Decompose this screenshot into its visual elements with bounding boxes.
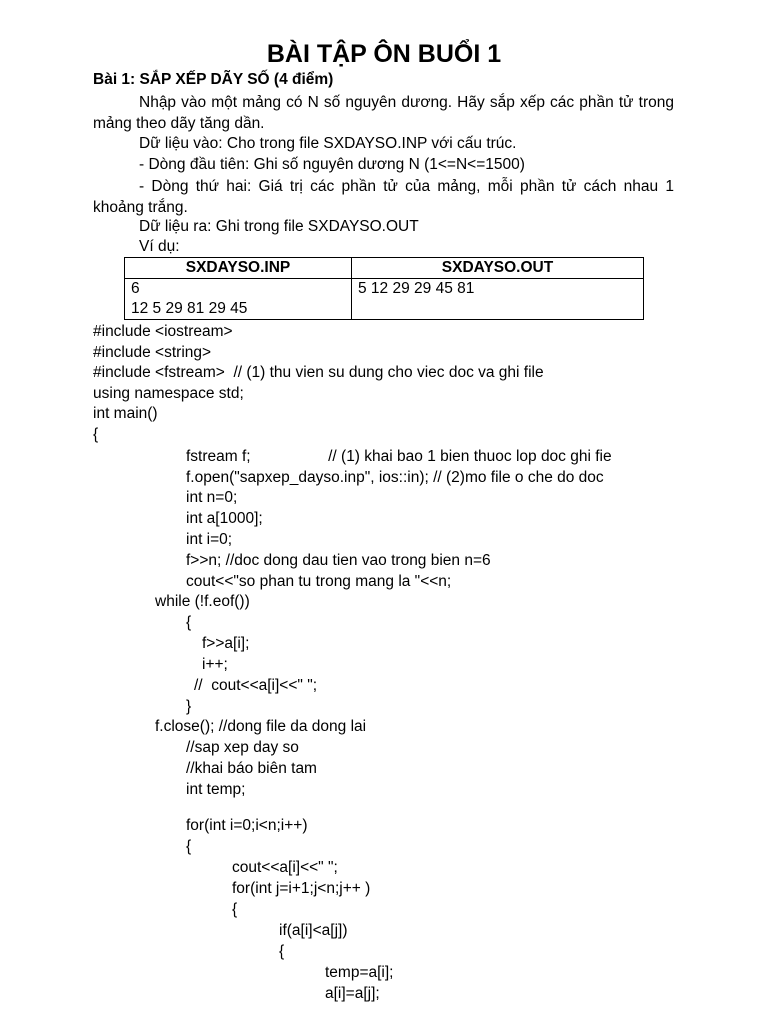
code-line: for(int j=i+1;j<n;j++ ): [232, 880, 371, 897]
code-line: while (!f.eof()): [155, 593, 250, 610]
code-line: {: [279, 943, 285, 960]
code-line: {: [186, 838, 192, 855]
input-line: 6: [131, 280, 140, 297]
code-line: temp=a[i];: [325, 964, 394, 981]
code-line: for(int i=0;i<n;i++): [186, 817, 308, 834]
code-line: i++;: [202, 656, 228, 673]
code-line: fstream f; // (1) khai bao 1 bien thuoc lop doc ghi fie: [186, 448, 612, 465]
code-line: }: [186, 698, 192, 715]
code-line: {: [93, 426, 99, 443]
example-table: [124, 257, 644, 320]
code-line: a[i]=a[j];: [325, 985, 380, 1002]
exercise-description: Nhập vào một mảng có N số nguyên dương. Hãy sắp xếp các phần tử trong mảng theo dãy tăng dần.: [93, 94, 674, 132]
code-line: using namespace std;: [93, 385, 244, 402]
code-line: cout<<a[i]<<" ";: [232, 859, 338, 876]
code-line: int n=0;: [186, 489, 238, 506]
code-line: //khai báo biên tam: [186, 760, 317, 777]
input-line: 12 5 29 81 29 45: [131, 300, 248, 317]
code-line: #include <string>: [93, 344, 212, 361]
code-line: // cout<<a[i]<<" ";: [194, 677, 318, 694]
table-header-out: SXDAYSO.OUT: [352, 258, 644, 279]
example-table-row: [125, 279, 644, 320]
example-table-header-row: [125, 258, 644, 279]
code-line: int i=0;: [186, 531, 233, 548]
page-title: BÀI TẬP ÔN BUỔI 1: [266, 40, 502, 68]
code-line: int a[1000];: [186, 510, 263, 527]
output-intro: Dữ liệu ra: Ghi trong file SXDAYSO.OUT: [139, 218, 419, 235]
input-intro: Dữ liệu vào: Cho trong file SXDAYSO.INP với cấu trúc.: [139, 135, 517, 152]
code-line: {: [232, 901, 238, 918]
code-line: #include <iostream>: [93, 323, 233, 340]
table-cell-input: [125, 279, 352, 320]
code-line: int temp;: [186, 781, 246, 798]
input-line-1: - Dòng đầu tiên: Ghi số nguyên dương N (1<=N<=1500): [139, 156, 525, 173]
code-line: f.close(); //dong file da dong lai: [155, 718, 367, 735]
code-line: {: [186, 614, 192, 631]
code-line: f>>a[i];: [202, 635, 250, 652]
table-header-inp: SXDAYSO.INP: [125, 258, 352, 279]
code-line: cout<<"so phan tu trong mang la "<<n;: [186, 573, 452, 590]
code-line: if(a[i]<a[j]): [279, 922, 348, 939]
exercise-heading: Bài 1: SẮP XẾP DÃY SỐ (4 điểm): [93, 71, 334, 88]
code-line: int main(): [93, 405, 158, 422]
input-line-2: - Dòng thứ hai: Giá trị các phần tử của mảng, mỗi phần tử cách nhau 1 khoảng trắng.: [93, 178, 674, 216]
code-line: //sap xep day so: [186, 739, 299, 756]
output-line: 5 12 29 29 45 81: [358, 280, 475, 297]
code-line: f.open("sapxep_dayso.inp", ios::in); // (2)mo file o che do doc: [186, 469, 604, 486]
table-cell-output: [352, 279, 644, 320]
example-label: Ví dụ:: [139, 238, 180, 255]
code-line: f>>n; //doc dong dau tien vao trong bien n=6: [186, 552, 491, 569]
code-line: #include <fstream> // (1) thu vien su dung cho viec doc va ghi file: [93, 364, 544, 381]
